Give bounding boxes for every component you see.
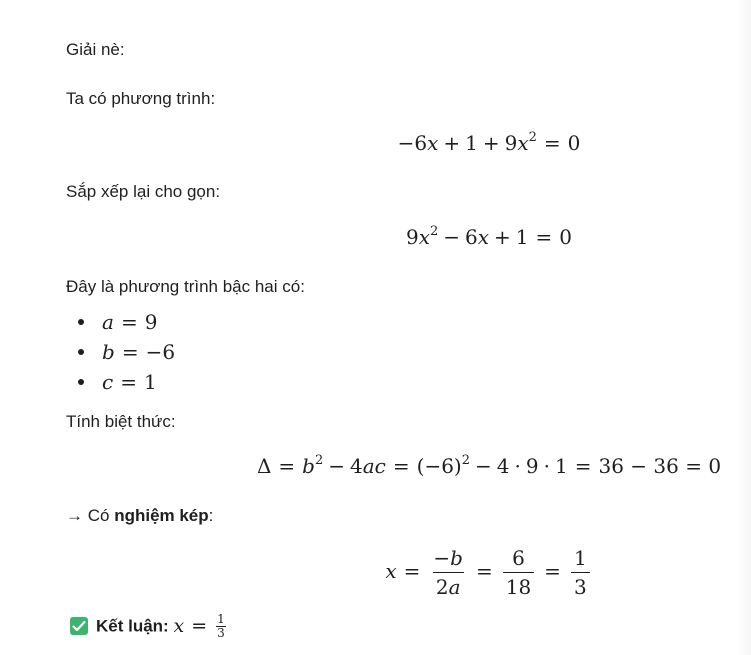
list-item: a = 9 bbox=[66, 309, 175, 339]
fraction: $\frac{1}{3}$ bbox=[217, 612, 225, 640]
conclusion: Kết luận: x = $\frac{1}{3}$ bbox=[70, 614, 228, 639]
double-root-label: → Có nghiệm kép: bbox=[66, 506, 214, 525]
original-equation: $-6x + 1 + 9x^2 = 0$ bbox=[397, 130, 581, 155]
discriminant-label: Tính biệt thức: bbox=[66, 412, 176, 431]
list-item: c = 1 bbox=[66, 369, 175, 399]
intro-text: Giải nè: bbox=[66, 40, 125, 59]
list-item: b = −6 bbox=[66, 339, 175, 369]
fraction: $\frac{6}{18}$ bbox=[503, 546, 534, 599]
check-icon bbox=[70, 617, 88, 635]
discriminant-equation: $\Delta = b^2 - 4ac = (-6)^2 - 4 \cdot 9 \cdot 1 = 36 - 36 = 0$ bbox=[256, 453, 722, 478]
root-formula: x = $\frac{-b}{2a}$ = $\frac{6}{18}$ = $\frac{1}{3}$ bbox=[66, 544, 751, 599]
rearrange-label: Sắp xếp lại cho gọn: bbox=[66, 182, 221, 201]
equation-label: Ta có phương trình: bbox=[66, 89, 216, 108]
coefficient-list bbox=[66, 309, 175, 399]
rearranged-equation: $9x^2 - 6x + 1 = 0$ bbox=[405, 224, 573, 249]
fraction: $\frac{-b}{2a}$ bbox=[433, 546, 463, 599]
fraction: $\frac{1}{3}$ bbox=[571, 546, 590, 599]
quadratic-label: Đây là phương trình bậc hai có: bbox=[66, 277, 305, 296]
